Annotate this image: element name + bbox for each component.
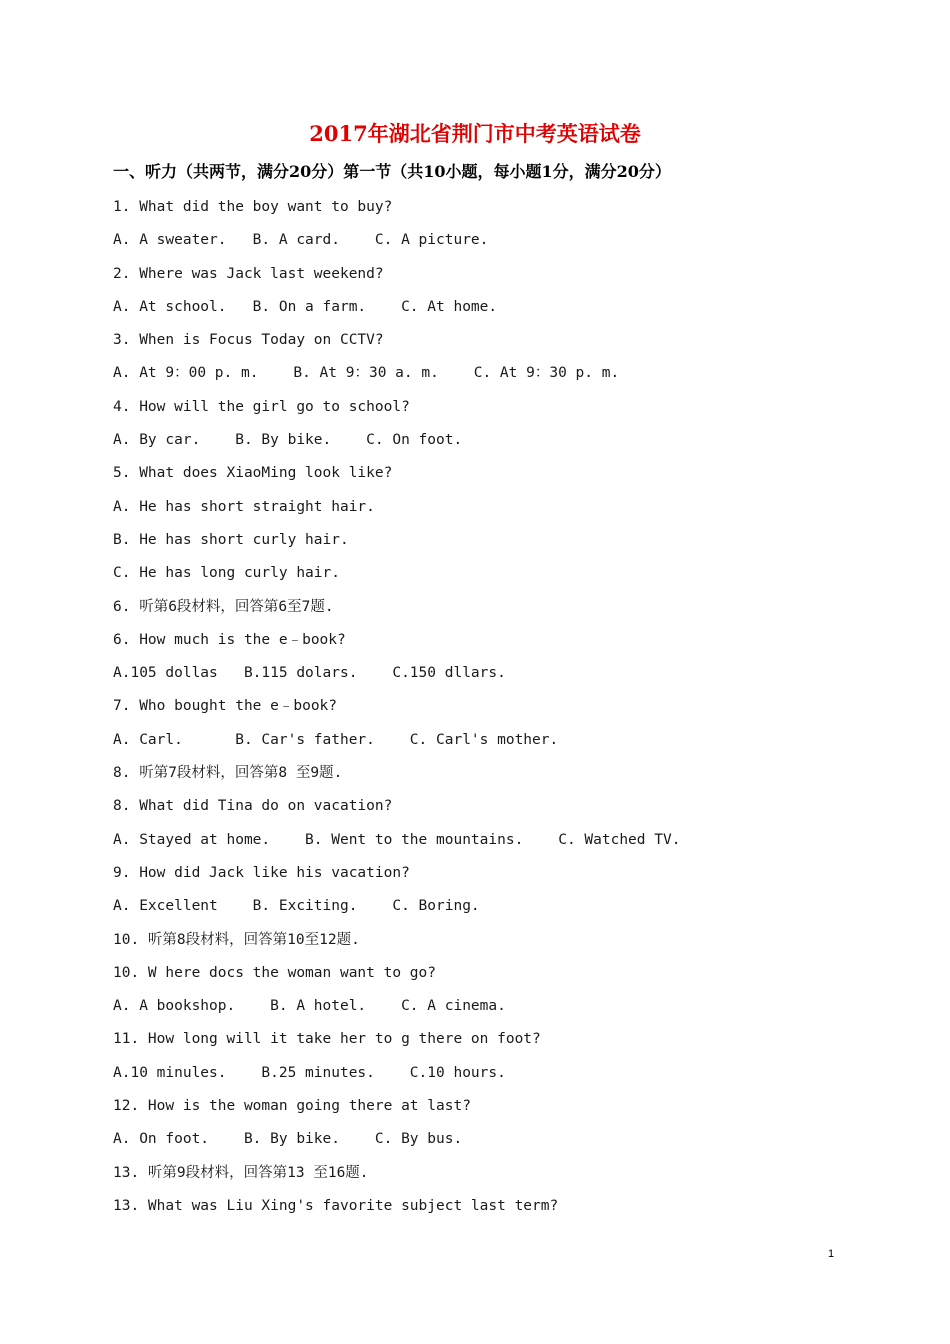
text-line: 13. 听第9段材料，回答第13 至16题. <box>113 1164 369 1181</box>
text-line: 12. How is the woman going there at last? <box>113 1098 471 1115</box>
text-line: 5. What does XiaoMing look like? <box>113 465 393 482</box>
question-list <box>113 193 680 1225</box>
text-line: 4. How will the girl go to school? <box>113 398 410 415</box>
text-line: 8. What did Tina do on vacation? <box>113 798 393 815</box>
text-line: 10. 听第8段材料，回答第10至12题. <box>113 931 360 948</box>
section-heading: 一、听力（共两节，满分20分）第一节（共10小题，每小题1分，满分20分） <box>113 162 671 181</box>
text-line: A. Stayed at home. B. Went to the mountains. C. Watched TV. <box>113 831 681 848</box>
text-line: 10. W here docs the woman want to go? <box>113 964 437 981</box>
text-line: 3. When is Focus Today on CCTV? <box>113 332 384 349</box>
text-line: A.10 minules. B.25 minutes. C.10 hours. <box>113 1064 506 1081</box>
text-line: 13. What was Liu Xing's favorite subject last term? <box>113 1197 559 1214</box>
text-line: A. He has short straight hair. <box>113 498 375 515</box>
text-line: 7. Who bought the e﹣book? <box>113 698 338 715</box>
text-line: A. Excellent B. Exciting. C. Boring. <box>113 898 480 915</box>
text-line: A. On foot. B. By bike. C. By bus. <box>113 1131 463 1148</box>
page-number: 1 <box>828 1248 835 1260</box>
text-line: 6. 听第6段材料，回答第6至7题. <box>113 598 334 615</box>
text-line: 6. How much is the e﹣book? <box>113 631 346 648</box>
text-line: B. He has short curly hair. <box>113 531 349 548</box>
page-title: 2017年湖北省荆门市中考英语试卷 <box>309 121 641 146</box>
text-line: A. At 9：00 p. m. B. At 9：30 a. m. C. At 9：30 p. m. <box>113 365 620 382</box>
text-line: 1. What did the boy want to buy? <box>113 199 393 215</box>
text-line: 2. Where was Jack last weekend? <box>113 265 384 282</box>
text-line: A.105 dollas B.115 dolars. C.150 dllars. <box>113 665 506 682</box>
text-line: A. Carl. B. Car's father. C. Carl's mother. <box>113 731 559 748</box>
text-line: A. A bookshop. B. A hotel. C. A cinema. <box>113 998 506 1015</box>
text-line: 9. How did Jack like his vacation? <box>113 864 410 881</box>
text-line: A. At school. B. On a farm. C. At home. <box>113 298 498 315</box>
text-line: C. He has long curly hair. <box>113 565 340 582</box>
text-line: A. By car. B. By bike. C. On foot. <box>113 432 463 449</box>
text-line: 8. 听第7段材料，回答第8 至9题. <box>113 765 343 782</box>
text-line: A. A sweater. B. A card. C. A picture. <box>113 232 489 249</box>
text-line: 11. How long will it take her to g there on foot? <box>113 1031 541 1048</box>
